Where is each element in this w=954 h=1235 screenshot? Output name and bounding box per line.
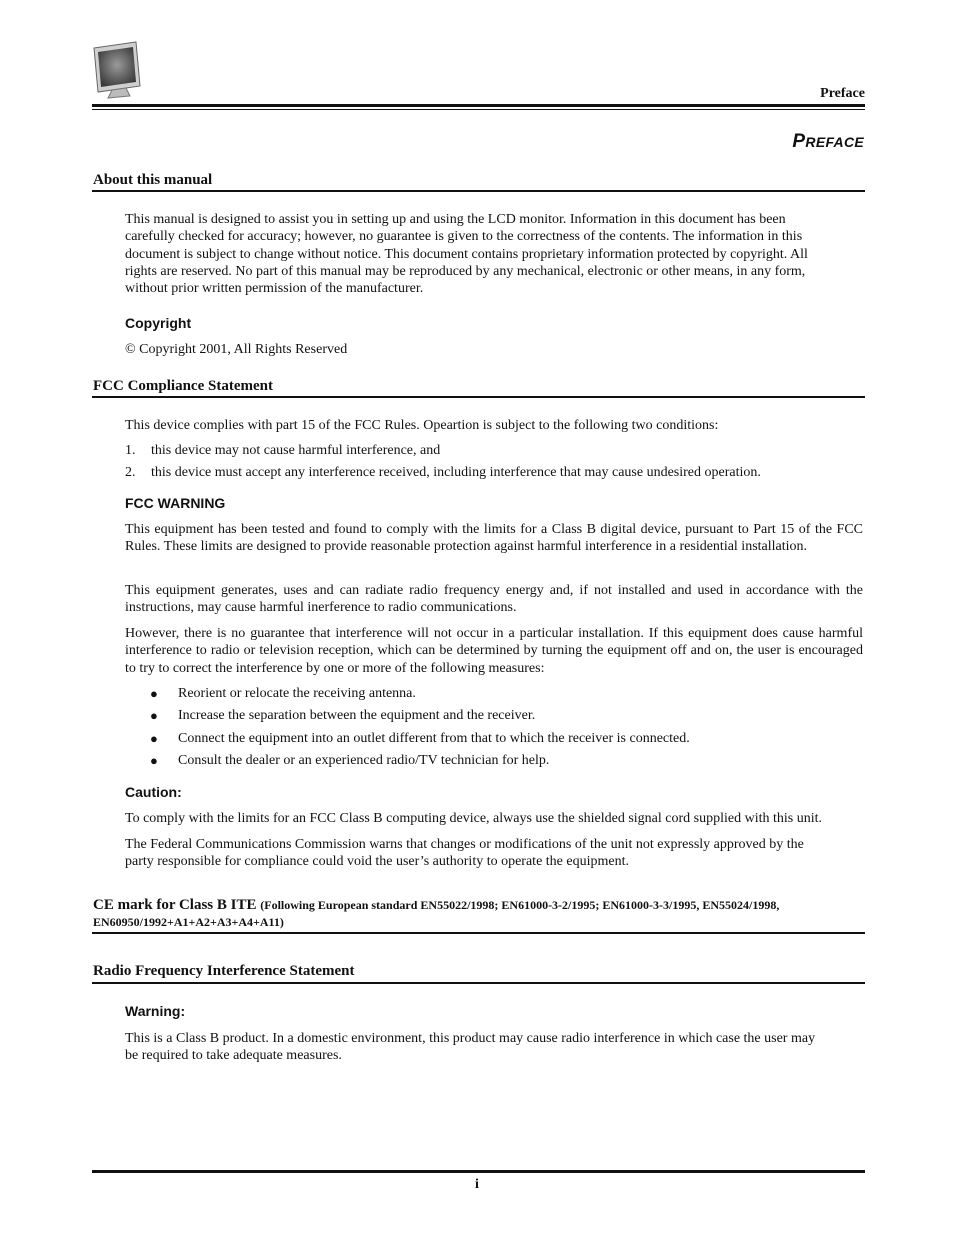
measure-item: Reorient or relocate the receiving antenna. (178, 686, 416, 701)
fcc-warning-paragraph-3: However, there is no guarantee that interference will not occur in a particular installation. If this equipment does cause harmful interference to radio or television reception, which can be determined by turning the equipment off and on, the user is encouraged to try to correct the interference by one or more of the following measures: (125, 626, 863, 676)
caution-paragraph-1: To comply with the limits for an FCC Class B computing device, always use the shielded signal cord supplied with this unit. (125, 811, 822, 826)
caution-line: party responsible for compliance could void the user’s authority to operate the equipment. (125, 854, 629, 870)
about-line: without prior written permission of the manufacturer. (125, 281, 424, 297)
bullet-icon: ● (150, 731, 158, 746)
fcc-heading: FCC Compliance Statement (93, 378, 273, 394)
copyright-text: © Copyright 2001, All Rights Reserved (125, 342, 348, 357)
header-section-label: Preface (820, 86, 865, 101)
caution-line: The Federal Communications Commission warns that changes or modifications of the unit not expressly approved by the (125, 837, 804, 852)
measure-item: Increase the separation between the equipment and the receiver. (178, 708, 536, 723)
bullet-icon: ● (150, 686, 158, 701)
ce-standards-line-2: EN60950/1992+A1+A2+A3+A4+A11) (93, 915, 284, 929)
condition-text: this device must accept any interference received, including interference that may cause undesired operation. (151, 465, 761, 480)
about-heading: About this manual (93, 172, 213, 188)
title-first-letter: P (792, 131, 806, 152)
condition-number: 2. (125, 465, 136, 480)
rfi-warning-paragraph (125, 1030, 863, 1065)
ce-heading-text: CE mark for Class B ITE (93, 897, 257, 913)
page-title (792, 131, 864, 153)
measure-item: Consult the dealer or an experienced radio/TV technician for help. (178, 753, 550, 768)
ce-standards-line-1: (Following European standard EN55022/1998; EN61000-3-2/1995; EN61000-3-3/1995, EN55024/1998, (260, 898, 780, 912)
section-rule (92, 190, 865, 192)
condition-text: this device may not cause harmful interference, and (151, 443, 441, 458)
fcc-warning-paragraph-1: This equipment has been tested and found to comply with the limits for a Class B digital device, pursuant to Part 15 of the FCC Rules. These limits are designed to provide reasonable protection against harmful interference in a residential installation. (125, 522, 863, 555)
header-rule-thin (92, 109, 865, 110)
condition-number: 1. (125, 443, 136, 458)
ce-heading (93, 897, 873, 914)
fcc-warning-heading: FCC WARNING (125, 495, 226, 511)
about-line: rights are reserved. No part of this manual may be reproduced by any mechanical, electronic or other means, in any form, (125, 263, 806, 279)
caution-heading: Caution: (125, 784, 182, 800)
measure-item: Connect the equipment into an outlet different from that to which the receiver is connected. (178, 731, 690, 746)
header-rule (92, 104, 865, 107)
rfi-warning-heading: Warning: (125, 1003, 186, 1019)
fcc-warning-paragraph-2: This equipment generates, uses and can radiate radio frequency energy and, if not installed and used in accordance with the instructions, may cause harmful inerference to radio communications. (125, 583, 863, 616)
bullet-icon: ● (150, 753, 158, 768)
about-line: This manual is designed to assist you in setting up and using the LCD monitor. Information in this document has been (125, 212, 786, 227)
fcc-intro: This device complies with part 15 of the FCC Rules. Opeartion is subject to the following two conditions: (125, 418, 719, 433)
rfi-heading: Radio Frequency Interference Statement (93, 963, 355, 979)
bullet-icon: ● (150, 708, 158, 723)
about-line: carefully checked for accuracy; however, no guarantee is given to the correctness of the contents. The information in this (125, 229, 803, 245)
about-line: document is subject to change without notice. This document contains proprietary information protected by copyright. All (125, 246, 808, 262)
footer-rule (92, 1170, 865, 1173)
copyright-heading: Copyright (125, 315, 192, 331)
lcd-monitor-icon (92, 40, 142, 102)
section-rule (92, 932, 865, 934)
about-paragraph (125, 211, 863, 297)
page-number: i (475, 1177, 479, 1192)
title-rest: REFACE (805, 134, 864, 150)
rfi-line: This is a Class B product. In a domestic environment, this product may cause radio interference in which case the user may (125, 1031, 816, 1046)
rfi-line: be required to take adequate measures. (125, 1048, 342, 1064)
caution-paragraph-2 (125, 836, 863, 871)
section-rule (92, 982, 865, 984)
section-rule (92, 396, 865, 398)
